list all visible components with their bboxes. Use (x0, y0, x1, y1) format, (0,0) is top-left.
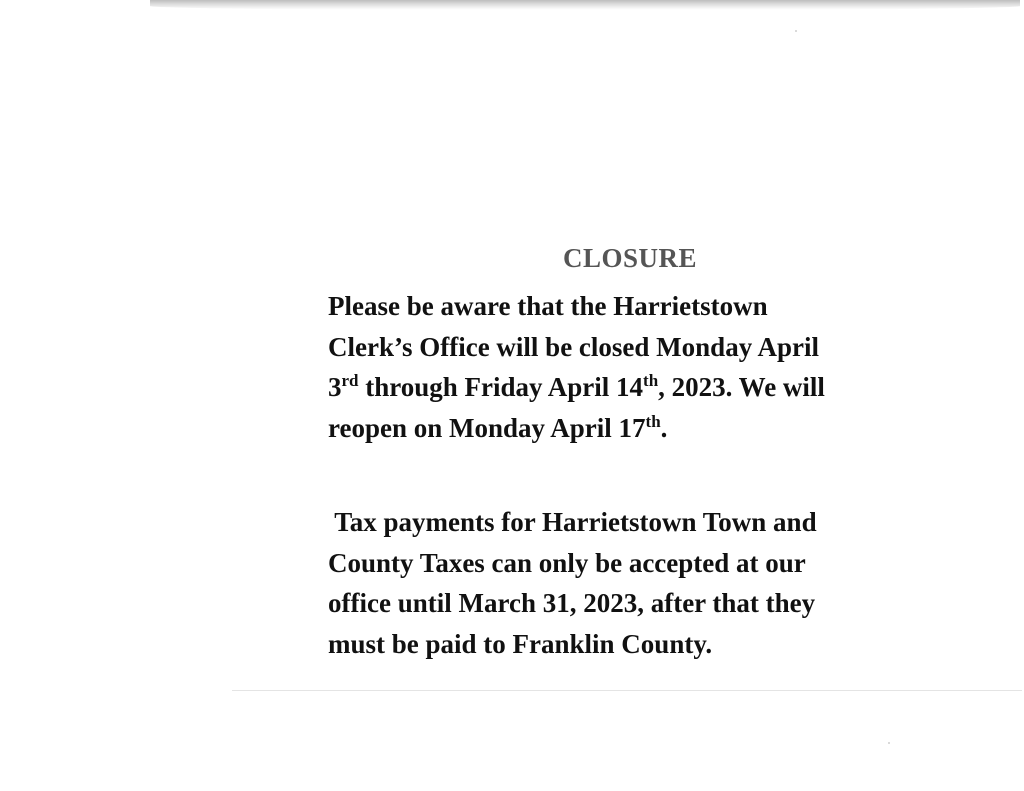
tax-line-3: office until March 31, 2023, after that they (328, 588, 816, 618)
closure-line-1: Please be aware that the Harrietstown (328, 291, 768, 321)
closure-line-3: 3rd through Friday April 14th, 2023. We will (328, 371, 825, 402)
closure-line-2: Clerk’s Office will be closed Monday April (328, 331, 819, 362)
closure-paragraph (328, 286, 928, 448)
scan-speck (888, 742, 890, 744)
tax-line-4: must be paid to Franklin County. (328, 628, 713, 659)
notice-title: CLOSURE (562, 243, 698, 273)
ordinal-suffix: rd (341, 371, 359, 390)
closure-line-4: reopen on Monday April 17th. (328, 411, 668, 443)
scan-speck (795, 30, 797, 32)
scan-top-edge-shadow (150, 0, 1020, 10)
ordinal-suffix: th (645, 411, 661, 431)
tax-paragraph (328, 502, 928, 664)
scan-bottom-fold-line (232, 690, 1022, 691)
tax-line-2: County Taxes can only be accepted at our (328, 547, 806, 578)
tax-line-1: Tax payments for Harrietstown Town and (328, 507, 817, 537)
ordinal-suffix: th (643, 371, 659, 390)
